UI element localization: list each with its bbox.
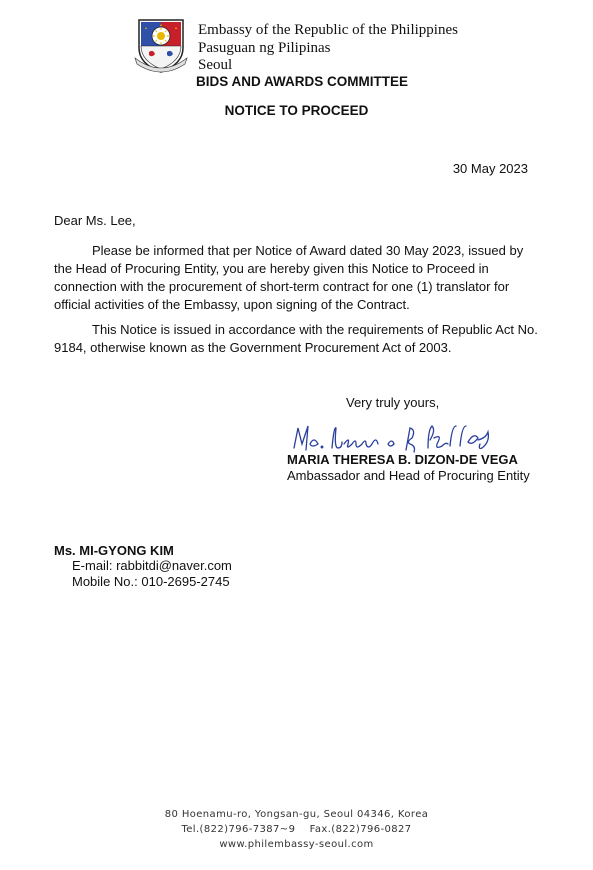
salutation: Dear Ms. Lee, xyxy=(54,213,136,228)
body-paragraph-2 xyxy=(54,321,544,357)
closing: Very truly yours, xyxy=(346,395,440,410)
email-label: E-mail: xyxy=(72,558,113,573)
body-paragraph-1 xyxy=(54,242,544,314)
letter-date: 30 May 2023 xyxy=(452,161,528,176)
embassy-name: Embassy of the Republic of the Philippines xyxy=(198,22,458,38)
document-title: NOTICE TO PROCEED xyxy=(224,103,369,118)
body-paragraph-2-text: This Notice is issued in accordance with the requirements of Republic Act No. 9184, otherwise known as the Government Procurement Act of 2003. xyxy=(54,322,538,355)
recipient-name: Ms. MI-GYONG KIM xyxy=(54,543,174,558)
footer-address: 80 Hoenamu-ro, Yongsan-gu, Seoul 04346, Korea xyxy=(164,809,429,820)
footer-phones: Tel.(822)796-7387~9 Fax.(822)796-0827 xyxy=(181,824,412,835)
signature-graphic xyxy=(288,418,518,454)
committee-heading: BIDS AND AWARDS COMMITTEE xyxy=(196,74,408,89)
recipient-email: rabbitdi@naver.com xyxy=(116,558,232,573)
recipient-mobile-line xyxy=(72,573,230,591)
embassy-city: Seoul xyxy=(198,57,233,73)
mobile-label: Mobile No.: xyxy=(72,574,138,589)
signatory-name: MARIA THERESA B. DIZON-DE VEGA xyxy=(287,452,518,467)
philippine-seal-icon xyxy=(133,16,189,74)
footer-website: www.philembassy-seoul.com xyxy=(219,839,374,850)
signatory-title: Ambassador and Head of Procuring Entity xyxy=(287,468,530,483)
recipient-mobile: 010-2695-2745 xyxy=(141,574,230,589)
embassy-name-filipino: Pasuguan ng Pilipinas xyxy=(198,40,331,56)
body-paragraph-1-text: Please be informed that per Notice of Award dated 30 May 2023, issued by the Head of Procuring Entity, you are hereby given this Notice to Proceed in connection with the procurement of short-term contract for one (1) translator for official activities of the Embassy, upon signing of the Contract. xyxy=(54,243,524,312)
